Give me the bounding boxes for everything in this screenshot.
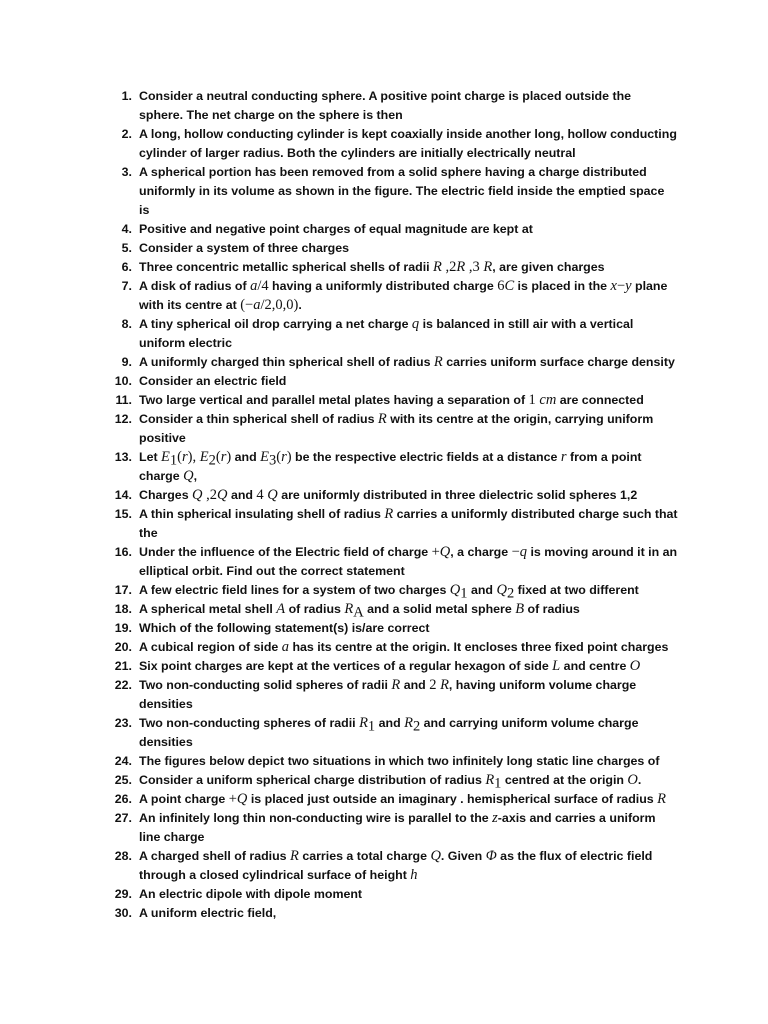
question-text-run: Consider a system of three charges: [139, 241, 350, 255]
question-text: [139, 906, 276, 920]
math-symbol: Φ: [485, 848, 497, 864]
math-symbol: R: [456, 259, 466, 275]
question-text: [139, 887, 362, 901]
question-number: 5.: [121, 241, 132, 255]
question-item: [108, 752, 678, 771]
question-text: [139, 317, 633, 350]
question-text: [139, 545, 677, 578]
question-item: [108, 638, 678, 657]
question-text-run: Consider a uniform spherical charge distribution of radius: [139, 773, 486, 787]
math-symbol: R: [433, 259, 442, 275]
question-text: [139, 582, 639, 602]
question-text-run: having a uniformly distributed charge: [268, 279, 498, 293]
math-text: ,2: [441, 259, 457, 275]
math-symbol: h: [410, 867, 418, 883]
math-symbol: E: [199, 449, 209, 465]
question-text-run: and centre: [560, 659, 630, 673]
math-symbol: Q: [217, 487, 228, 503]
math-symbol: O: [629, 658, 641, 674]
math-symbol: L: [552, 658, 561, 674]
question-number: 29.: [114, 887, 132, 901]
question-number: 24.: [114, 754, 132, 768]
question-text-run: A spherical portion has been removed from a solid sphere having a charge distributed uniformly in its volume as shown in the figure. The electric field inside the emptied space is: [139, 165, 665, 217]
question-text: [139, 241, 349, 255]
math-text: ): [226, 449, 232, 465]
math-symbol: R: [384, 506, 394, 522]
question-text-run: A disk of radius of: [139, 279, 251, 293]
math-symbol: Q: [236, 791, 248, 807]
math-symbol: a: [253, 297, 261, 313]
math-subscript: 1: [494, 775, 502, 792]
math-symbol: a: [250, 278, 258, 294]
question-item: [108, 676, 678, 714]
question-number: 23.: [114, 716, 132, 730]
question-text-run: is moving around it in an elliptical orbit. Find out the correct statement: [139, 545, 678, 578]
question-text: [139, 678, 636, 711]
question-item: [108, 410, 678, 448]
math-subscript: 3: [268, 452, 277, 469]
question-number: 26.: [114, 792, 132, 806]
question-text: [139, 127, 677, 160]
question-text: [139, 772, 642, 792]
question-text-run: Let: [139, 450, 162, 464]
question-text-run: A uniform electric field,: [139, 906, 277, 920]
math-text: /4: [257, 278, 269, 294]
question-item: [108, 448, 678, 486]
question-text: [139, 89, 631, 122]
question-item: [108, 125, 678, 163]
question-text-run: is balanced in still air with a vertical uniform electric: [139, 317, 634, 350]
question-item: [108, 505, 678, 543]
question-text: [139, 412, 653, 445]
question-text-run: , a charge: [450, 545, 512, 559]
question-text-run: A thin spherical insulating shell of radius: [139, 507, 385, 521]
question-text-run: A point charge: [139, 792, 229, 806]
math-text: ): [286, 449, 292, 465]
math-symbol: E: [161, 449, 170, 465]
math-symbol: R: [433, 354, 443, 370]
math-symbol: a: [281, 639, 289, 655]
question-number: 18.: [114, 602, 132, 616]
math-text: 4: [256, 487, 268, 503]
question-item: [108, 847, 678, 885]
question-text-run: Two non-conducting spheres of radii: [139, 716, 360, 730]
question-text-run: A tiny spherical oil drop carrying a net charge: [139, 317, 412, 331]
question-number: 6.: [121, 260, 132, 274]
question-number: 10.: [114, 374, 132, 388]
question-text: [139, 279, 667, 312]
math-text: +: [431, 544, 440, 560]
math-symbol: R: [440, 677, 449, 693]
question-text: [139, 621, 430, 635]
question-item: [108, 353, 678, 372]
question-number: 15.: [114, 507, 132, 521]
question-number: 19.: [114, 621, 132, 635]
math-text: 2: [429, 677, 441, 693]
question-text-run: Positive and negative point charges of equal magnitude are kept at: [139, 222, 533, 236]
question-text-run: has its centre at the origin. It encloses three fixed point charges: [289, 640, 669, 654]
question-text-run: Two large vertical and parallel metal plates having a separation of: [139, 393, 529, 407]
question-item: [108, 714, 678, 752]
math-text: (−: [240, 297, 254, 313]
math-symbol: Q: [192, 487, 203, 503]
math-symbol: R: [377, 411, 387, 427]
question-text: [139, 640, 668, 654]
question-text: [139, 849, 652, 882]
math-text: 1: [528, 392, 540, 408]
question-text-run: and: [231, 450, 261, 464]
question-text: [139, 260, 605, 274]
question-text-run: Consider a thin spherical shell of radius: [139, 412, 378, 426]
math-text: (: [276, 449, 282, 465]
math-symbol: C: [504, 278, 515, 294]
question-number: 17.: [114, 583, 132, 597]
math-subscript: 2: [208, 452, 216, 469]
question-text-run: carries a total charge: [298, 849, 431, 863]
question-text-run: , are given charges: [492, 260, 605, 274]
question-text-run: plane with its centre at: [139, 279, 668, 312]
math-symbol: B: [515, 601, 525, 617]
question-text: [139, 507, 678, 540]
question-text: [139, 754, 659, 768]
math-symbol: q: [519, 544, 528, 560]
question-text-run: Charges: [139, 488, 193, 502]
math-subscript: 1: [169, 452, 178, 469]
question-text-run: A charged shell of radius: [139, 849, 291, 863]
question-text-run: A few electric field lines for a system of two charges: [139, 583, 450, 597]
question-text-run: of radius: [285, 602, 345, 616]
math-symbol: R: [290, 848, 299, 864]
question-number: 4.: [121, 222, 132, 236]
question-text-run: A uniformly charged thin spherical shell of radius: [139, 355, 434, 369]
question-text: [139, 222, 533, 236]
math-subscript: 1: [367, 718, 376, 735]
question-text-run: .: [637, 773, 642, 787]
question-list: [108, 87, 678, 923]
question-text: [139, 811, 656, 844]
question-item: [108, 391, 678, 410]
question-text-run: fixed at two different: [514, 583, 639, 597]
question-text-run: -axis and carries a uniform line charge: [139, 811, 656, 844]
math-text: +: [228, 791, 237, 807]
math-symbol: x: [610, 278, 617, 294]
math-subscript: 2: [506, 585, 515, 602]
math-subscript: 2: [412, 718, 421, 735]
question-text-run: of radius: [524, 602, 580, 616]
math-text: (: [177, 449, 182, 465]
math-text: 6: [497, 278, 505, 294]
question-number: 8.: [121, 317, 132, 331]
question-text-run: are connected: [556, 393, 644, 407]
math-symbol: r: [560, 449, 567, 465]
question-text-run: Consider an electric field: [139, 374, 287, 388]
question-item: [108, 771, 678, 790]
question-item: [108, 87, 678, 125]
question-text: [139, 792, 666, 806]
question-text: [139, 374, 286, 388]
math-symbol: Q: [496, 582, 507, 598]
math-symbol: r: [281, 449, 287, 465]
math-symbol: r: [220, 449, 227, 465]
question-text-run: are uniformly distributed in three dielectric solid spheres 1,2: [277, 488, 638, 502]
question-item: [108, 239, 678, 258]
question-text-run: Which of the following statement(s) is/are correct: [139, 621, 430, 635]
math-symbol: R: [657, 791, 666, 807]
question-text: [139, 165, 664, 217]
math-symbol: R: [485, 772, 495, 788]
question-text-run: and: [375, 716, 405, 730]
question-text-run: , having uniform volume charge densities: [139, 678, 637, 711]
question-text-run: and: [227, 488, 257, 502]
question-item: [108, 904, 678, 923]
question-item: [108, 315, 678, 353]
math-symbol: R: [483, 259, 493, 275]
math-symbol: A: [276, 601, 286, 617]
math-symbol: E: [260, 449, 269, 465]
question-item: [108, 885, 678, 904]
math-symbol: z: [492, 810, 498, 826]
question-number: 22.: [114, 678, 132, 692]
question-text-run: Consider a neutral conducting sphere. A positive point charge is placed outside the sphere. The net charge on the sphere is then: [139, 89, 632, 122]
question-item: [108, 163, 678, 220]
question-text-run: Under the influence of the Electric field of charge: [139, 545, 432, 559]
question-text: [139, 393, 644, 407]
question-item: [108, 258, 678, 277]
question-item: [108, 277, 678, 315]
math-symbol: q: [411, 316, 420, 332]
question-number: 2.: [121, 127, 132, 141]
question-text-run: centred at the origin: [501, 773, 628, 787]
question-number: 27.: [114, 811, 132, 825]
question-item: [108, 790, 678, 809]
question-text-run: and: [467, 583, 497, 597]
math-symbol: cm: [539, 392, 557, 408]
question-number: 30.: [114, 906, 132, 920]
math-symbol: R: [359, 715, 368, 731]
question-number: 12.: [114, 412, 132, 426]
question-text: [139, 450, 642, 483]
question-text-run: from a point charge: [139, 450, 642, 483]
question-text-run: and: [400, 678, 430, 692]
question-text-run: A spherical metal shell: [139, 602, 277, 616]
math-text: −: [511, 544, 520, 560]
question-text: [139, 716, 638, 749]
question-number: 3.: [121, 165, 132, 179]
question-number: 16.: [114, 545, 132, 559]
question-text-run: is placed just outside an imaginary . hemispherical surface of radius: [247, 792, 658, 806]
math-symbol: Q: [430, 848, 441, 864]
math-symbol: Q: [183, 468, 194, 484]
question-number: 11.: [115, 393, 132, 407]
question-text-run: The figures below depict two situations in which two infinitely long static line charges of: [139, 754, 660, 768]
math-symbol: R: [391, 677, 401, 693]
question-number: 28.: [114, 849, 132, 863]
question-text: [139, 659, 640, 673]
math-symbol: R: [344, 601, 354, 617]
question-item: [108, 619, 678, 638]
question-item: [108, 600, 678, 619]
question-item: [108, 220, 678, 239]
question-number: 9.: [121, 355, 132, 369]
math-text: (: [215, 449, 221, 465]
question-text-run: carries uniform surface charge density: [442, 355, 675, 369]
math-text: ),: [187, 449, 200, 465]
question-text-run: An infinitely long thin non-conducting wire is parallel to the: [139, 811, 493, 825]
math-text: /2,0,0): [260, 297, 299, 313]
math-symbol: Q: [267, 487, 278, 503]
question-item: [108, 581, 678, 600]
math-symbol: O: [627, 772, 638, 788]
math-text: ,2: [202, 487, 218, 503]
question-text: [139, 601, 580, 621]
question-text-run: Six point charges are kept at the vertices of a regular hexagon of side: [139, 659, 553, 673]
question-number: 13.: [114, 450, 132, 464]
question-text-run: is placed in the: [514, 279, 611, 293]
question-text-run: Two non-conducting solid spheres of radii: [139, 678, 392, 692]
question-number: 20.: [114, 640, 132, 654]
question-number: 21.: [114, 659, 132, 673]
question-text-run: A long, hollow conducting cylinder is kept coaxially inside another long, hollow conducting cylinder of larger radius. Both the cylinders are initially electrically neutral: [139, 127, 677, 160]
question-text-run: .: [298, 298, 302, 312]
math-symbol: Q: [439, 544, 451, 560]
question-text-run: and carrying uniform volume charge densities: [139, 716, 639, 749]
math-text: ,3: [465, 259, 484, 275]
math-symbol: r: [181, 449, 188, 465]
question-text-run: ,: [193, 469, 198, 483]
math-symbol: R: [404, 715, 413, 731]
question-item: [108, 486, 678, 505]
question-text-run: . Given: [440, 849, 486, 863]
question-text-run: Three concentric metallic spherical shells of radii: [139, 260, 434, 274]
question-number: 25.: [114, 773, 132, 787]
math-subscript: A: [353, 604, 364, 621]
math-symbol: y: [625, 278, 632, 294]
math-text: −: [616, 278, 626, 294]
question-text-run: with its centre at the origin, carrying uniform positive: [139, 412, 654, 445]
question-number: 14.: [114, 488, 132, 502]
question-text-run: A cubical region of side: [139, 640, 282, 654]
question-number: 7.: [121, 279, 132, 293]
question-text-run: be the respective electric fields at a distance: [291, 450, 561, 464]
question-text-run: An electric dipole with dipole moment: [139, 887, 363, 901]
math-subscript: 1: [460, 585, 468, 602]
question-item: [108, 657, 678, 676]
question-text-run: carries a uniformly distributed charge such that the: [139, 507, 678, 540]
question-item: [108, 809, 678, 847]
question-text-run: as the flux of electric field through a closed cylindrical surface of height: [139, 849, 653, 882]
question-text-run: and a solid metal sphere: [363, 602, 516, 616]
question-number: 1.: [121, 89, 132, 103]
question-item: [108, 372, 678, 391]
question-item: [108, 543, 678, 581]
question-text: [139, 355, 675, 369]
math-symbol: Q: [449, 582, 461, 598]
question-text: [139, 488, 637, 502]
